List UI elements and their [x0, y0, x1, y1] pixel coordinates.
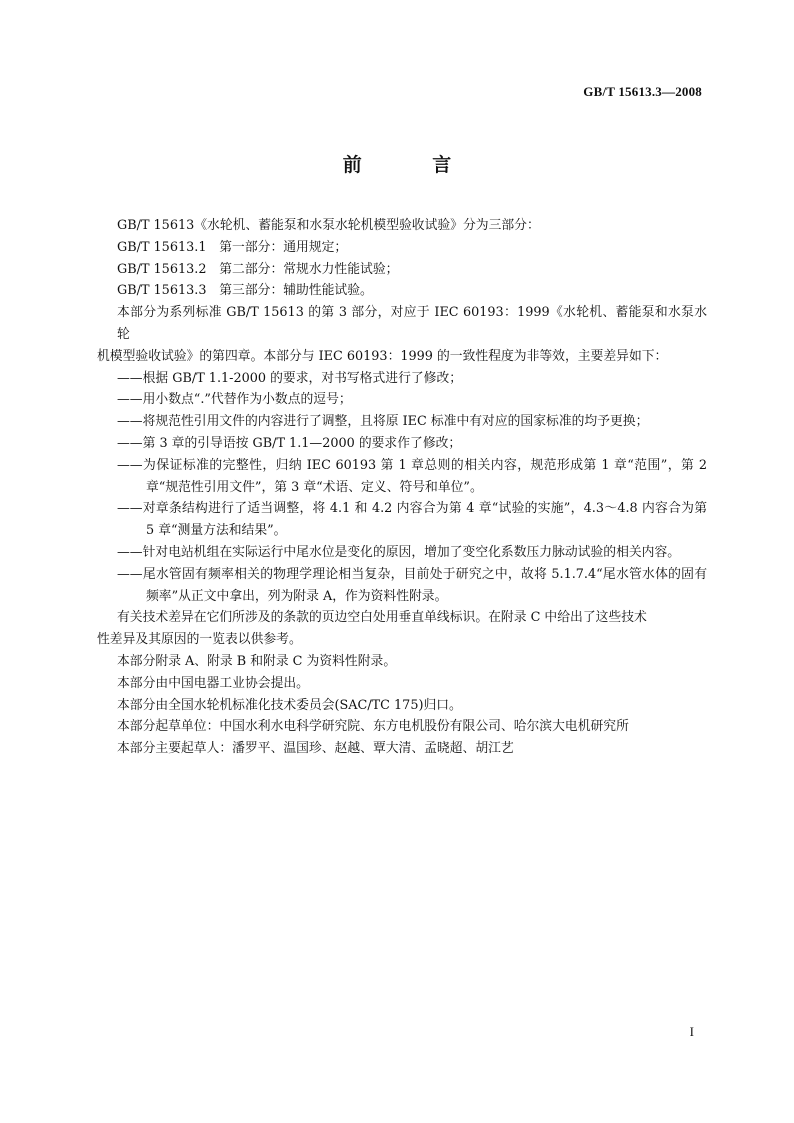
foreword-body [97, 215, 707, 760]
difference-item: ——第 3 章的引导语按 GB/T 1.1—2000 的要求作了修改； [117, 435, 462, 451]
technical-differences-line: 性差异及其原因的一览表以供参考。 [97, 632, 302, 648]
part-item: GB/T 15613.2 第二部分：常规水力性能试验； [117, 261, 399, 277]
differences-list [117, 368, 707, 608]
part-item: GB/T 15613.3 第三部分：辅助性能试验。 [117, 283, 373, 299]
difference-item: ——用小数点“.”代替作为小数点的逗号； [117, 392, 352, 408]
page-number: I [689, 1024, 694, 1039]
part-item: GB/T 15613.1 第一部分：通用规定； [117, 239, 348, 255]
standard-code: GB/T 15613.3—2008 [583, 84, 702, 99]
intro-paragraph: GB/T 15613《水轮机、蓄能泵和水泵水轮机模型验收试验》分为三部分： [117, 218, 540, 233]
page-title: 前 言 [342, 154, 484, 176]
difference-item: ——尾水管固有频率相关的物理学理论相当复杂，目前处于研究之中，故将 5.1.7.4“尾水管水体的固有频率”从正文中拿出，列为附录 A，作为资料性附录。 [117, 566, 707, 604]
relation-line: 机模型验收试验》的第四章。本部分与 IEC 60193：1999 的一致性程度为非等效，主要差异如下： [97, 348, 668, 364]
proposed-by: 本部分由中国电器工业协会提出。 [117, 675, 309, 691]
difference-item: ——根据 GB/T 1.1-2000 的要求，对书写格式进行了修改； [117, 370, 463, 386]
annexes-note: 本部分附录 A、附录 B 和附录 C 为资料性附录。 [117, 653, 397, 669]
difference-item: ——为保证标准的完整性，归纳 IEC 60193 第 1 章总则的相关内容，规范形成第 1 章“范围”，第 2 章“规范性引用文件”，第 3 章“术语、定义、符号和单位”。 [117, 457, 707, 495]
difference-item: ——针对电站机组在实际运行中尾水位是变化的原因，增加了变空化系数压力脉动试验的相关内容。 [117, 544, 681, 560]
relation-line: 本部分为系列标准 GB/T 15613 的第 3 部分，对应于 IEC 60193：1999《水轮机、蓄能泵和水泵水轮 [117, 305, 707, 342]
managed-by: 本部分由全国水轮机标准化技术委员会(SAC/TC 175)归口。 [117, 697, 462, 713]
drafting-units: 本部分起草单位：中国水利水电科学研究院、东方电机股份有限公司、哈尔滨大电机研究所 [117, 719, 629, 735]
difference-item: ——将规范性引用文件的内容进行了调整，且将原 IEC 标准中有对应的国家标准的均予更换； [117, 414, 649, 430]
technical-differences-line: 有关技术差异在它们所涉及的条款的页边空白处用垂直单线标识。在附录 C 中给出了这些技术 [117, 610, 647, 626]
difference-item: ——对章条结构进行了适当调整，将 4.1 和 4.2 内容合为第 4 章“试验的实施”，4.3～4.8 内容合为第 5 章“测量方法和结果”。 [117, 501, 707, 539]
main-drafters: 本部分主要起草人：潘罗平、温国珍、赵越、覃大清、孟晓超、胡江艺 [117, 741, 514, 757]
